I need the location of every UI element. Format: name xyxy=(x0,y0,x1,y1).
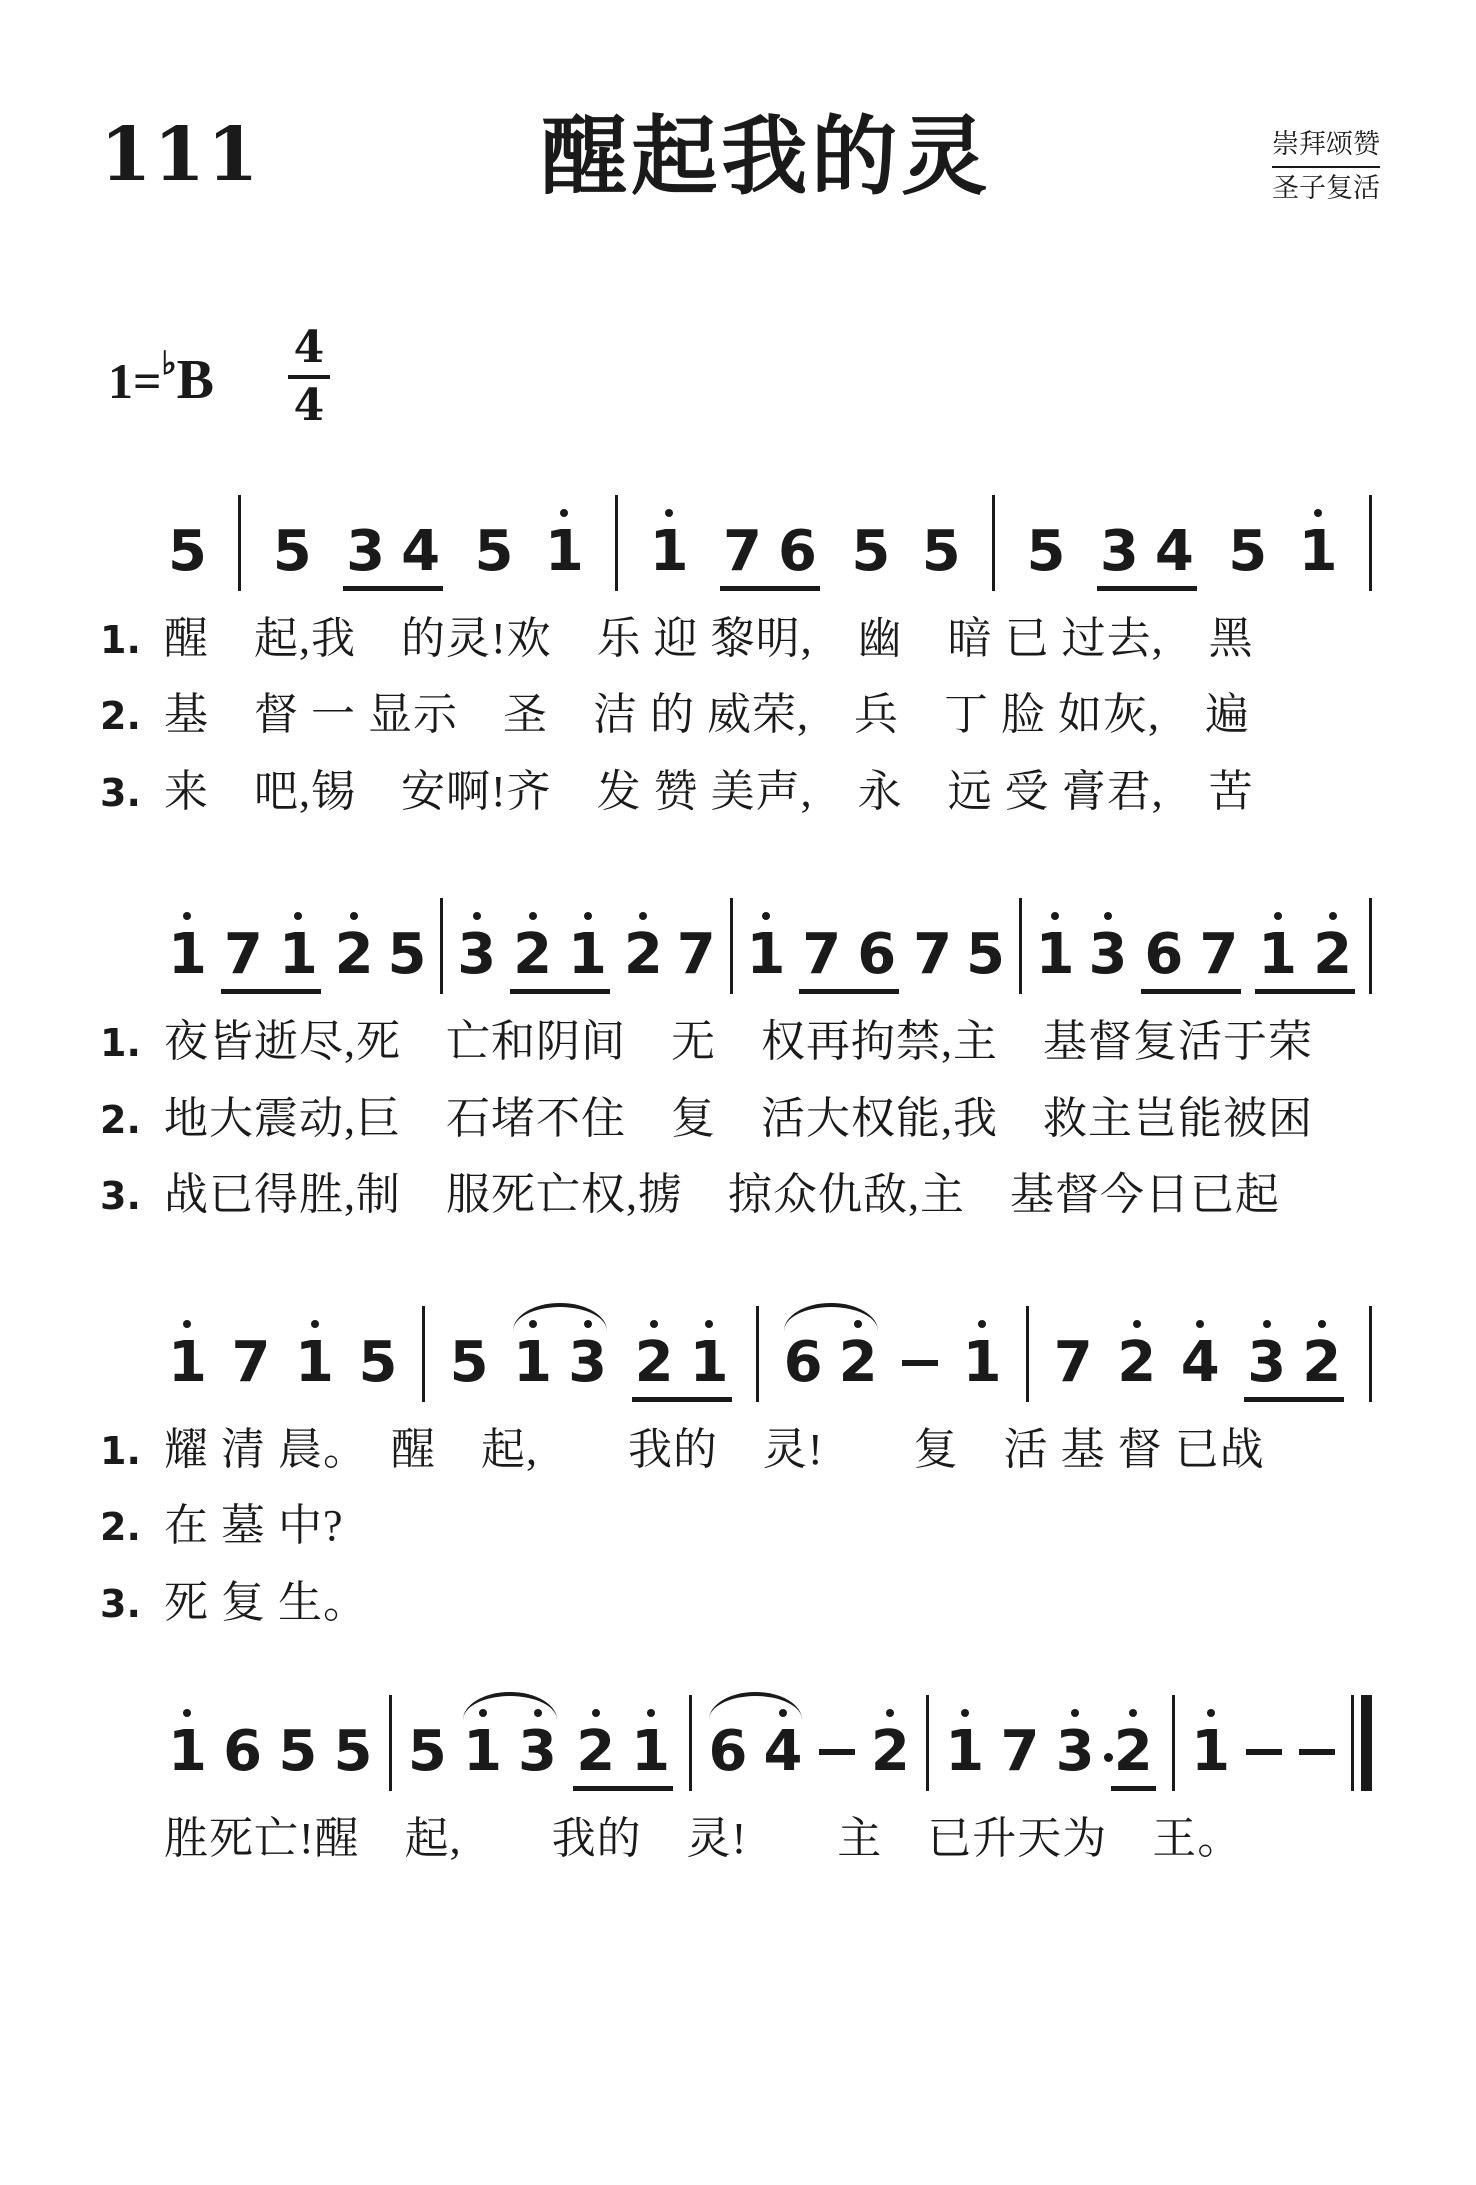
barline xyxy=(1026,1306,1029,1402)
beam-group xyxy=(1255,922,1355,994)
lyric-text: 基 督 一 显示 圣 洁 的 威荣, 兵 丁 脸 如灰, 遍 xyxy=(164,690,1250,740)
verse-number: 3. xyxy=(100,770,141,815)
category-label-bottom: 圣子复活 xyxy=(1272,172,1380,203)
verse-number: 1. xyxy=(100,618,141,662)
key-time-row xyxy=(108,322,1380,431)
time-signature-numerator: 4 xyxy=(293,322,325,373)
lyric-text: 战已得胜,制 服死亡权,掳 掠众仇敌,主 基督今日已起 xyxy=(164,1170,1280,1220)
note: 3 xyxy=(568,1329,608,1395)
note: 5 xyxy=(474,519,514,584)
beam-group xyxy=(1244,1329,1344,1402)
lyric-row xyxy=(100,1088,1380,1150)
verse-number: 2. xyxy=(100,694,141,739)
barline xyxy=(689,1695,692,1791)
beam-group xyxy=(1111,1719,1156,1791)
system-3 xyxy=(100,1285,1380,1634)
barline xyxy=(422,1306,425,1402)
lyric-text: 胜死亡!醒 起, 我的 灵! 主 已升天为 王。 xyxy=(164,1814,1243,1864)
beam-group xyxy=(221,922,321,994)
system-1 xyxy=(100,474,1380,823)
lyric-text: 死 复 生。 xyxy=(164,1577,368,1627)
note: 3 xyxy=(1099,519,1139,584)
note: 5 xyxy=(168,519,207,584)
note: 1 xyxy=(463,1719,503,1785)
verse-number: 2. xyxy=(100,1505,141,1550)
lyric-text: 来 吧,锡 安啊!齐 发 赞 美声, 永 远 受 膏君, 苦 xyxy=(164,766,1254,816)
note: 2 xyxy=(634,1329,674,1395)
time-signature-denominator: 4 xyxy=(293,380,325,431)
barline xyxy=(992,495,995,591)
note: 1 xyxy=(278,922,318,988)
note: 1 xyxy=(945,1719,985,1785)
note: 5 xyxy=(449,1329,489,1395)
note: 6 xyxy=(778,519,817,584)
dash-note xyxy=(819,1749,855,1755)
note: 5 xyxy=(278,1719,318,1785)
note: 7 xyxy=(1199,922,1239,988)
note: 5 xyxy=(921,519,961,584)
verse-number: 3. xyxy=(100,1174,141,1219)
lyric-row xyxy=(100,1808,1380,1870)
note: 1 xyxy=(168,1719,207,1785)
note: 2 xyxy=(334,922,374,988)
barline xyxy=(1019,898,1022,994)
note: 5 xyxy=(333,1719,373,1785)
note: 3 xyxy=(1247,1329,1287,1395)
note: 2 xyxy=(1302,1329,1342,1395)
dash-note xyxy=(902,1360,938,1366)
note: 4 xyxy=(401,519,441,584)
lyrics-block xyxy=(100,1808,1380,1870)
note: 6 xyxy=(783,1329,823,1395)
barline xyxy=(1369,898,1372,994)
lyric-text: 地大震动,巨 石堵不住 复 活大权能,我 救主岂能被困 xyxy=(164,1093,1313,1143)
note: 4 xyxy=(763,1719,803,1785)
note: 1 xyxy=(168,922,207,988)
note: 1 xyxy=(1298,519,1338,584)
category-label-top: 崇拜颂赞 xyxy=(1272,124,1380,168)
note: 1 xyxy=(513,1329,553,1395)
key-prefix: 1= xyxy=(108,352,162,409)
note: 7 xyxy=(913,922,953,988)
lyrics-block xyxy=(100,1011,1380,1226)
beam-group xyxy=(1097,519,1197,591)
note: 2 xyxy=(513,922,553,988)
lyric-row xyxy=(100,1419,1380,1481)
key-signature xyxy=(108,344,214,411)
lyric-row xyxy=(100,1011,1380,1073)
final-barline xyxy=(1351,1695,1372,1791)
note: 5 xyxy=(1026,519,1066,584)
note: 3 xyxy=(457,922,497,988)
note: 1 xyxy=(746,922,786,988)
lyric-text: 在 墓 中? xyxy=(164,1501,344,1551)
note: 6 xyxy=(1144,922,1184,988)
note: 5 xyxy=(272,519,312,584)
barline xyxy=(926,1695,929,1791)
flat-icon: ♭ xyxy=(161,344,177,381)
note: 7 xyxy=(723,519,762,584)
note: 1 xyxy=(168,1329,207,1395)
lyric-row xyxy=(100,1572,1380,1634)
slur-group xyxy=(463,1719,557,1785)
lyric-row xyxy=(100,608,1380,670)
verse-number: 1. xyxy=(100,1428,141,1473)
key-letter: B xyxy=(176,348,214,411)
note: 1 xyxy=(649,519,689,584)
barline xyxy=(615,495,618,591)
music-line xyxy=(168,877,1372,997)
note: 2 xyxy=(623,922,663,988)
lyric-text: 醒 起,我 的灵!欢 乐 迎 黎明, 幽 暗 已 过去, 黑 xyxy=(164,614,1254,663)
time-signature-bar xyxy=(288,375,330,379)
barline xyxy=(1369,1306,1372,1402)
note: 7 xyxy=(231,1329,271,1395)
lyric-row xyxy=(100,1164,1380,1226)
beam-group xyxy=(573,1719,673,1791)
beam-group xyxy=(632,1329,732,1402)
beam-group xyxy=(510,922,610,994)
note: 5 xyxy=(1228,519,1268,584)
note: 1 xyxy=(1035,922,1075,988)
dash-note xyxy=(1246,1749,1282,1755)
beam-group xyxy=(343,519,443,591)
beam-group xyxy=(720,519,820,591)
barline xyxy=(238,495,241,591)
note: 2 xyxy=(1313,922,1353,988)
note: 3 xyxy=(1088,922,1128,988)
slur-group xyxy=(708,1719,803,1785)
dash-note xyxy=(1299,1749,1335,1755)
note: 2 xyxy=(1113,1719,1153,1785)
barline xyxy=(756,1306,759,1402)
note: 5 xyxy=(407,1719,447,1785)
time-signature xyxy=(288,322,330,431)
lyric-text: 耀 清 晨。 醒 起, 我的 灵! 复 活 基 督 已战 xyxy=(164,1424,1265,1474)
note: 5 xyxy=(387,922,427,988)
barline xyxy=(440,898,443,994)
beam-group xyxy=(1141,922,1241,994)
note: 5 xyxy=(851,519,891,584)
lyric-text: 夜皆逝尽,死 亡和阴间 无 权再拘禁,主 基督复活于荣 xyxy=(164,1017,1313,1067)
lyric-row xyxy=(100,1495,1380,1557)
note: 2 xyxy=(838,1329,878,1395)
note: 1 xyxy=(568,922,607,988)
note: 2 xyxy=(870,1719,910,1785)
lyric-row xyxy=(100,684,1380,746)
barline xyxy=(1369,495,1372,591)
note: 2 xyxy=(576,1719,616,1785)
note: 1 xyxy=(962,1329,1002,1395)
note: 5 xyxy=(358,1329,398,1395)
note: 1 xyxy=(689,1329,729,1395)
note: 2 xyxy=(1117,1329,1157,1395)
slur-group xyxy=(513,1329,608,1395)
barline xyxy=(1172,1695,1175,1791)
lyrics-block xyxy=(100,1419,1380,1634)
music-line xyxy=(168,1285,1372,1405)
system-2 xyxy=(100,877,1380,1226)
note: 3 xyxy=(518,1719,557,1785)
note: 7 xyxy=(1053,1329,1093,1395)
note: 7 xyxy=(223,922,263,988)
note: 3 xyxy=(1055,1719,1095,1785)
slur-group xyxy=(783,1329,878,1395)
barline xyxy=(389,1695,392,1791)
lyrics-block xyxy=(100,608,1380,823)
note: 4 xyxy=(1154,519,1194,584)
note: 1 xyxy=(631,1719,671,1785)
note: 3 xyxy=(346,519,386,584)
note: 6 xyxy=(223,1719,263,1785)
note: 1 xyxy=(1258,922,1298,988)
verse-number: 3. xyxy=(100,1581,141,1626)
note: 1 xyxy=(544,519,584,584)
note: 5 xyxy=(965,922,1005,988)
lyric-row xyxy=(100,761,1380,823)
note: 1 xyxy=(295,1329,334,1395)
note: 7 xyxy=(1000,1719,1040,1785)
beam-group xyxy=(799,922,899,994)
barline xyxy=(730,898,733,994)
music-line xyxy=(168,1674,1372,1794)
category-labels xyxy=(1272,124,1380,208)
music-line xyxy=(168,474,1372,594)
system-4 xyxy=(100,1674,1380,1870)
note: 4 xyxy=(1180,1329,1220,1395)
verse-number: 1. xyxy=(100,1021,141,1066)
note: 7 xyxy=(802,922,842,988)
note: 7 xyxy=(676,922,716,988)
note: 6 xyxy=(857,922,897,988)
hymn-number: 111 xyxy=(100,112,261,198)
hymn-title: 醒起我的灵 xyxy=(541,109,992,205)
note: 6 xyxy=(708,1719,748,1785)
header xyxy=(100,109,1380,208)
note: 1 xyxy=(1191,1719,1231,1785)
verse-number: 2. xyxy=(100,1097,141,1142)
